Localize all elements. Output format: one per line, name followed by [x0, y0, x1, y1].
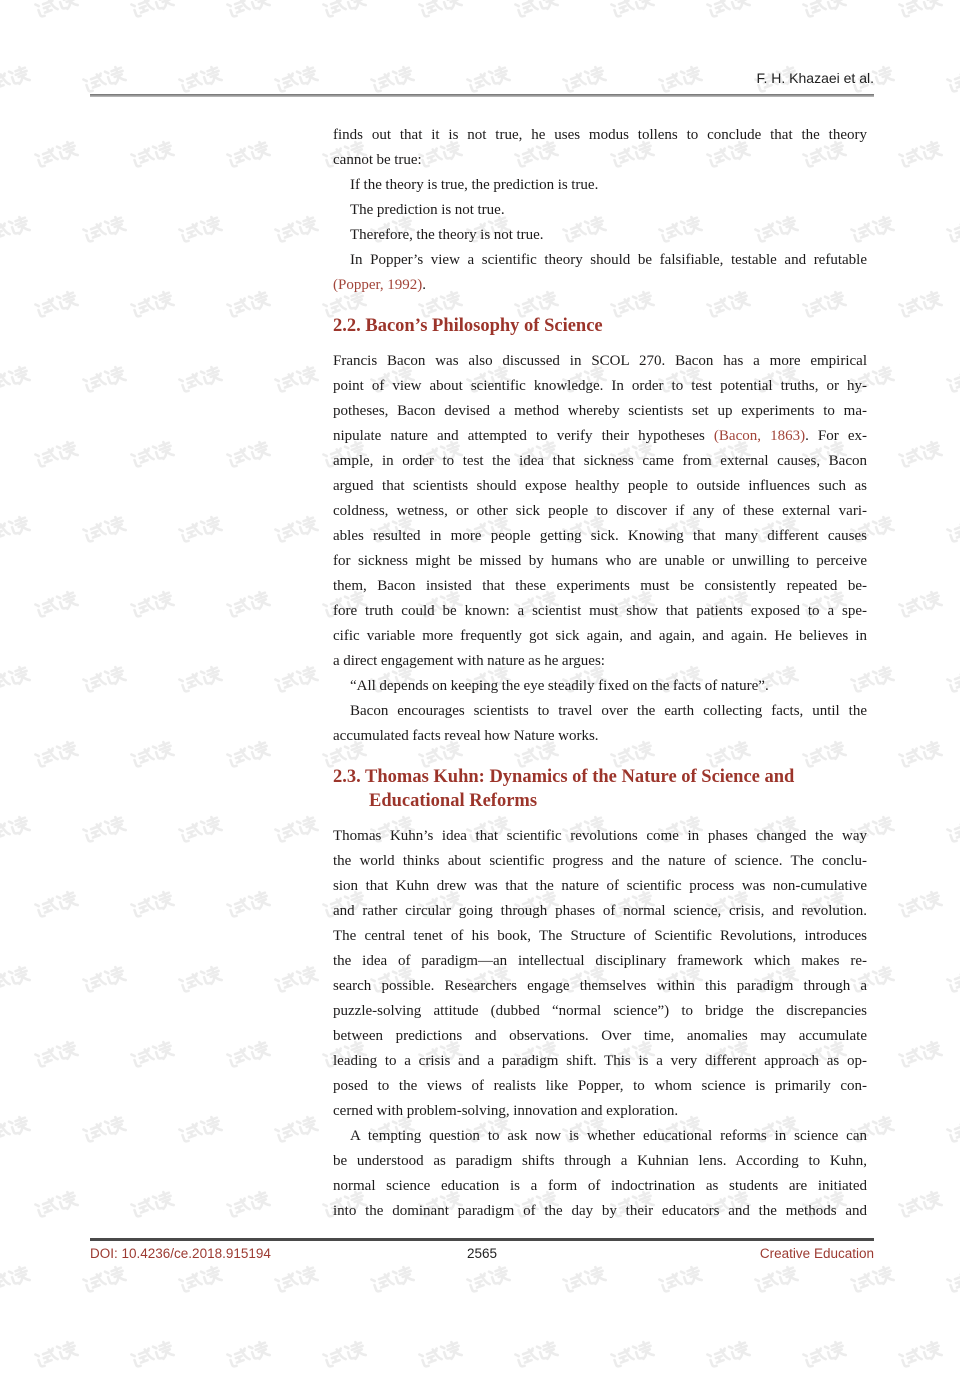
text-line: between predictions and observations. Over time, anomalies may accumulate [333, 1028, 867, 1044]
watermark [943, 362, 960, 400]
text-line: ample, in order to test the idea that sickness came from external causes, Bacon [333, 453, 867, 469]
text-line: puzzle-solving attitude (dubbed “normal science”) to bridge the discrepancies [333, 1003, 867, 1019]
watermark [0, 212, 35, 250]
page-footer [90, 1246, 874, 1266]
text-line: argued that scientists should expose healthy people to outside influences such as [333, 478, 867, 494]
watermark [223, 1337, 274, 1375]
watermark [175, 362, 226, 400]
text-line: cannot be true: [333, 152, 422, 168]
watermark [127, 1037, 178, 1075]
watermark [607, 0, 658, 25]
watermark [271, 212, 322, 250]
citation-link[interactable]: (Popper, 1992) [333, 277, 423, 293]
watermark [0, 962, 35, 1000]
text-line: posed to the views of realists like Popper, to whom science is primarily con- [333, 1078, 867, 1094]
watermark [271, 1262, 322, 1300]
watermark [895, 887, 946, 925]
text-line: cerned with problem-solving, innovation and exploration. [333, 1103, 679, 1119]
heading-line: Educational Reforms [369, 791, 538, 811]
watermark [31, 1037, 82, 1075]
watermark [799, 0, 850, 25]
watermark [223, 137, 274, 175]
watermark [175, 512, 226, 550]
watermark [79, 1112, 130, 1150]
watermark [271, 812, 322, 850]
watermark [895, 587, 946, 625]
watermark [31, 137, 82, 175]
watermark [223, 437, 274, 475]
text-line: potheses, Bacon devised a method whereby scientists set up experiments to ma- [333, 403, 867, 419]
text-line: into the dominant paradigm of the day by their educators and the methods and [333, 1203, 867, 1219]
page-header [90, 68, 874, 88]
watermark [31, 737, 82, 775]
watermark [463, 1262, 514, 1300]
watermark [895, 0, 946, 25]
text-line: a direct engagement with nature as he argues: [333, 653, 605, 669]
watermark [607, 1337, 658, 1375]
watermark [415, 0, 466, 25]
text-line [333, 273, 867, 298]
watermark [223, 737, 274, 775]
text-line: A tempting question to ask now is whether educational reforms in science can [350, 1128, 867, 1144]
text-line: Francis Bacon was also discussed in SCOL 270. Bacon has a more empirical [333, 353, 867, 369]
watermark [31, 287, 82, 325]
watermark [943, 812, 960, 850]
article-body [333, 123, 867, 1224]
text-line: them, Bacon insisted that these experiments must be consistently repeated be- [333, 578, 867, 594]
watermark [271, 512, 322, 550]
citation-link[interactable]: (Bacon, 1863) [713, 428, 806, 444]
watermark [511, 1337, 562, 1375]
watermark [79, 212, 130, 250]
watermark [943, 512, 960, 550]
text-line: ables resulted in more people getting sick. Knowing that many different causes [333, 528, 867, 544]
watermark [895, 287, 946, 325]
text-line: finds out that it is not true, he uses modus tollens to conclude that the theory [333, 127, 867, 143]
watermark [943, 62, 960, 100]
watermark [655, 1262, 706, 1300]
watermark [943, 1262, 960, 1300]
watermark [175, 212, 226, 250]
watermark [943, 962, 960, 1000]
watermark [79, 812, 130, 850]
text-line [333, 424, 867, 449]
page-number: 2565 [466, 1246, 498, 1261]
watermark [127, 0, 178, 25]
watermark [895, 1037, 946, 1075]
watermark [127, 887, 178, 925]
watermark [0, 812, 35, 850]
watermark [175, 812, 226, 850]
watermark [79, 662, 130, 700]
watermark [223, 887, 274, 925]
watermark [751, 1262, 802, 1300]
watermark [79, 362, 130, 400]
watermark [223, 0, 274, 25]
watermark [271, 362, 322, 400]
text-line: If the theory is true, the prediction is true. [350, 177, 599, 193]
watermark [0, 1262, 35, 1300]
watermark [79, 1262, 130, 1300]
paragraph [333, 123, 867, 298]
watermark [271, 1112, 322, 1150]
text-line: Thomas Kuhn’s idea that scientific revolutions come in phases changed the way [333, 828, 867, 844]
watermark [367, 1262, 418, 1300]
text-line: cific variable more frequently got sick again, and again, and again. He believes in [333, 628, 867, 644]
watermark [847, 1262, 898, 1300]
watermark [319, 0, 370, 25]
watermark [175, 962, 226, 1000]
heading-line: 2.2. Bacon’s Philosophy of Science [333, 316, 603, 336]
watermark [0, 1112, 35, 1150]
watermark [31, 1187, 82, 1225]
text-segment: nipulate nature and attempted to verify their hypotheses [333, 428, 714, 444]
watermark [0, 62, 35, 100]
watermark [223, 587, 274, 625]
heading-line: 2.3. Thomas Kuhn: Dynamics of the Nature of Science and [333, 767, 795, 787]
watermark [127, 287, 178, 325]
text-line: sion that Kuhn drew was that the nature of scientific process was non-cumulative [333, 878, 867, 894]
watermark [415, 1337, 466, 1375]
watermark [943, 212, 960, 250]
watermark [559, 1262, 610, 1300]
text-line: the idea of paradigm—an intellectual disciplinary framework which makes re- [333, 953, 867, 969]
footer-rule [90, 1238, 874, 1241]
text-line: coldness, wetness, or other sick people to discover if any of these external vari- [333, 503, 867, 519]
watermark [31, 887, 82, 925]
watermark [895, 137, 946, 175]
watermark [175, 1262, 226, 1300]
watermark [319, 1337, 370, 1375]
watermark [31, 1337, 82, 1375]
section-heading [333, 314, 867, 338]
watermark [223, 1037, 274, 1075]
watermark [703, 1337, 754, 1375]
watermark [31, 437, 82, 475]
watermark [79, 512, 130, 550]
watermark [0, 362, 35, 400]
watermark [271, 962, 322, 1000]
watermark [127, 137, 178, 175]
watermark [511, 0, 562, 25]
watermark [127, 1337, 178, 1375]
paragraph [333, 349, 867, 749]
watermark [895, 1337, 946, 1375]
text-line: normal science education is a form of indoctrination as students are initiated [333, 1178, 867, 1194]
watermark [271, 662, 322, 700]
text-line: accumulated facts reveal how Nature works. [333, 728, 599, 744]
text-line: “All depends on keeping the eye steadily fixed on the facts of nature”. [350, 678, 769, 694]
watermark [223, 1187, 274, 1225]
text-line: be understood as paradigm shifts through a Kuhnian lens. According to Kuhn, [333, 1153, 867, 1169]
watermark [895, 737, 946, 775]
text-line: point of view about scientific knowledge. In order to test potential truths, or hy- [333, 378, 867, 394]
text-line: fore truth could be known: a scientist must show that patients exposed to a spe- [333, 603, 867, 619]
watermark [79, 962, 130, 1000]
watermark [175, 662, 226, 700]
text-line: The prediction is not true. [350, 202, 505, 218]
paragraph [333, 824, 867, 1224]
watermark [31, 587, 82, 625]
text-line: for sickness might be missed by humans who are unable or unwilling to perceive [333, 553, 867, 569]
watermark [943, 1112, 960, 1150]
text-line: search possible. Researchers engage themselves within this paradigm through a [333, 978, 867, 994]
watermark [0, 662, 35, 700]
watermark [127, 1187, 178, 1225]
watermark [127, 587, 178, 625]
text-line: The central tenet of his book, The Structure of Scientific Revolutions, introduces [333, 928, 867, 944]
journal-name[interactable]: Creative Education [759, 1246, 874, 1261]
section-heading [333, 765, 867, 813]
text-segment: . For ex- [805, 428, 867, 444]
watermark [799, 1337, 850, 1375]
doi-label[interactable]: DOI: 10.4236/ce.2018.915194 [90, 1246, 271, 1261]
watermark [223, 287, 274, 325]
watermark [175, 1112, 226, 1150]
running-author: F. H. Khazaei et al. [756, 70, 874, 86]
text-line: the world thinks about scientific progress and the nature of science. The conclu- [333, 853, 867, 869]
text-line: Bacon encourages scientists to travel over the earth collecting facts, until the [350, 703, 867, 719]
watermark [0, 512, 35, 550]
watermark [943, 662, 960, 700]
header-rule [90, 94, 874, 97]
text-line: and rather circular going through phases of normal science, crisis, and revolution. [333, 903, 867, 919]
watermark [895, 1187, 946, 1225]
watermark [703, 0, 754, 25]
text-line: Therefore, the theory is not true. [350, 227, 544, 243]
text-segment: . [422, 277, 426, 293]
text-line: In Popper’s view a scientific theory should be falsifiable, testable and refutable [350, 252, 867, 268]
watermark [895, 437, 946, 475]
watermark [31, 0, 82, 25]
text-line: leading to a crisis and a paradigm shift. This is a very different approach as op- [333, 1053, 867, 1069]
watermark [127, 737, 178, 775]
watermark [127, 437, 178, 475]
